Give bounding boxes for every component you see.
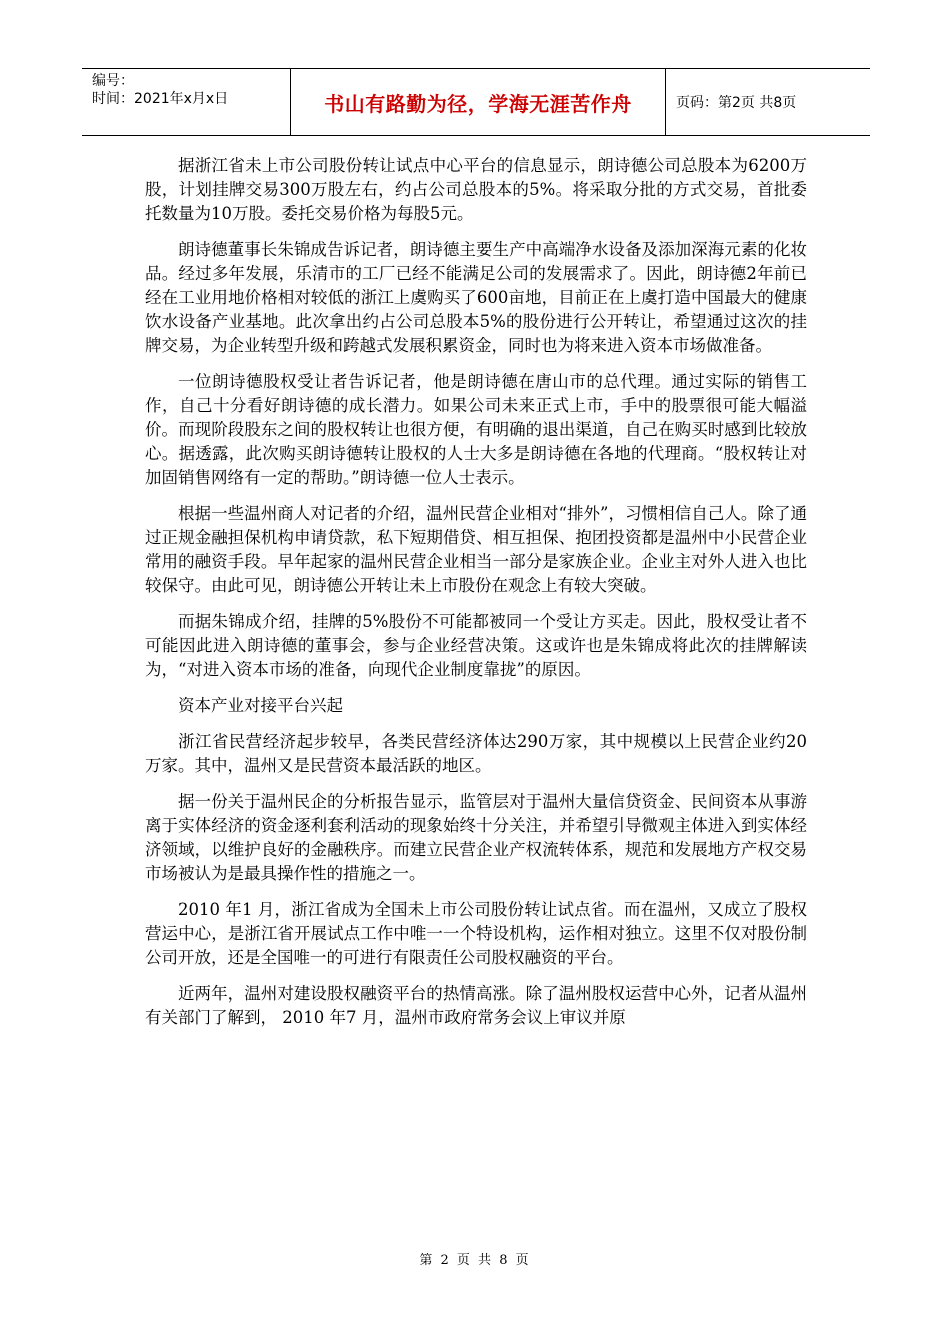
- paragraph-3: 一位朗诗德股权受让者告诉记者，他是朗诗德在唐山市的总代理。通过实际的销售工作，自己十分看好朗诗德的成长潜力。如果公司未来正式上市，手中的股票很可能大幅溢价。而现阶段股东之间的股权转让也很方便，有明确的退出渠道，自己在购买时感到比较放心。据透露，此次购买朗诗德转让股权的人士大多是朗诗德在各地的代理商。“股权转让对加固销售网络有一定的帮助。”朗诗德一位人士表示。: [145, 372, 807, 487]
- time-label: 时间：2021年x月x日: [92, 91, 229, 107]
- motto: 书山有路勤为径，学海无涯苦作舟: [291, 69, 666, 136]
- header-info-cell: [82, 69, 291, 136]
- paragraph-5: 而据朱锦成介绍，挂牌的5%股份不可能都被同一个受让方买走。因此，股权受让者不可能因此进入朗诗德的董事会，参与企业经营决策。这或许也是朱锦成将此次的挂牌解读为，“对进入资本市场的准备，向现代企业制度靠拢”的原因。: [145, 612, 807, 679]
- page-footer: 第 2 页 共 8 页: [419, 1253, 531, 1268]
- document-body: [145, 154, 807, 1042]
- header-table: [82, 68, 870, 136]
- paragraph-6: 浙江省民营经济起步较早，各类民营经济体达290万家，其中规模以上民营企业约20万家。其中，温州又是民营资本最活跃的地区。: [145, 732, 807, 775]
- section-heading: 资本产业对接平台兴起: [178, 696, 343, 715]
- paragraph-9: 近两年，温州对建设股权融资平台的热情高涨。除了温州股权运营中心外，记者从温州有关部门了解到， 2010 年7 月，温州市政府常务会议上审议并原: [145, 984, 807, 1027]
- paragraph-8: 2010 年1 月，浙江省成为全国未上市公司股份转让试点省。而在温州，又成立了股权营运中心，是浙江省开展试点工作中唯一一个特设机构，运作相对独立。这里不仅对股份制公司开放，还是全国唯一的可进行有限责任公司股权融资的平台。: [145, 900, 807, 967]
- paragraph-7: 据一份关于温州民企的分析报告显示，监管层对于温州大量信贷资金、民间资本从事游离于实体经济的资金逐利套利活动的现象始终十分关注，并希望引导微观主体进入到实体经济领域，以维护良好的金融秩序。而建立民营企业产权流转体系，规范和发展地方产权交易市场被认为是最具操作性的措施之一。: [145, 792, 807, 883]
- paragraph-2: 朗诗德董事长朱锦成告诉记者，朗诗德主要生产中高端净水设备及添加深海元素的化妆品。经过多年发展，乐清市的工厂已经不能满足公司的发展需求了。因此，朗诗德2年前已经在工业用地价格相对较低的浙江上虞购买了600亩地，目前正在上虞打造中国最大的健康饮水设备产业基地。此次拿出约占公司总股本5%的股份进行公开转让，希望通过这次的挂牌交易，为企业转型升级和跨越式发展积累资金，同时也为将来进入资本市场做准备。: [145, 240, 807, 355]
- paragraph-1: 据浙江省未上市公司股份转让试点中心平台的信息显示，朗诗德公司总股本为6200万股，计划挂牌交易300万股左右，约占公司总股本的5%。将采取分批的方式交易，首批委托数量为10万股。委托交易价格为每股5元。: [145, 156, 807, 223]
- paragraph-4: 根据一些温州商人对记者的介绍，温州民营企业相对“排外”，习惯相信自己人。除了通过正规金融担保机构申请贷款，私下短期借贷、相互担保、抱团投资都是温州中小民营企业常用的融资手段。早年起家的温州民营企业相当一部分是家族企业。企业主对外人进入也比较保守。由此可见，朗诗德公开转让未上市股份在观念上有较大突破。: [145, 504, 807, 595]
- page-code: 页码：第2页 共8页: [666, 69, 871, 136]
- serial-label: 编号：: [92, 73, 134, 89]
